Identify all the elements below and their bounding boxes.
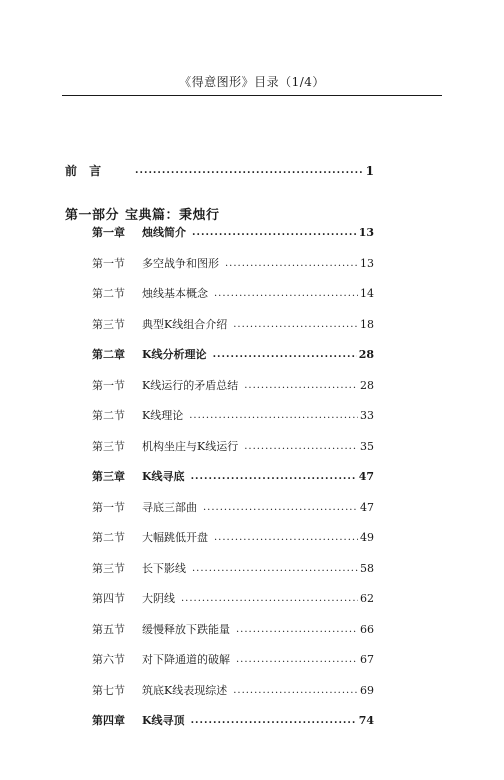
toc-section-number: 第二节	[92, 287, 125, 300]
toc-section-number: 第三节	[92, 562, 125, 575]
toc-entry-title: K线运行的矛盾总结	[142, 379, 239, 392]
toc-page-number: 28	[358, 348, 374, 361]
toc-section-entry[interactable]	[92, 438, 374, 454]
part-title: 宝典篇：秉烛行	[125, 208, 220, 223]
toc-page-number: 47	[360, 501, 374, 514]
toc-page-number: 74	[358, 714, 374, 727]
toc-leader	[233, 684, 358, 698]
toc-section-number: 第三节	[92, 440, 125, 453]
toc-page-number: 1	[365, 164, 374, 178]
toc-section-entry[interactable]	[92, 682, 374, 698]
toc-leader	[181, 592, 358, 606]
toc-entry-title: K线分析理论	[142, 348, 207, 361]
toc-page-number: 49	[360, 531, 374, 544]
toc-section-number: 第六节	[92, 653, 125, 666]
toc-entry-title: 长下影线	[142, 562, 186, 575]
toc-entry-title: 寻底三部曲	[142, 501, 197, 514]
toc-chapter-entry[interactable]	[92, 224, 374, 240]
toc-page-number: 13	[360, 257, 374, 270]
toc-chapter-entry[interactable]	[92, 712, 374, 728]
toc-section-number: 第二章	[92, 348, 125, 361]
toc-page-number: 47	[358, 470, 374, 483]
toc-entry-preface[interactable]	[65, 162, 374, 178]
toc-section-entry[interactable]	[92, 621, 374, 637]
toc-page-number: 69	[360, 684, 374, 697]
toc-section-number: 第一章	[92, 226, 125, 239]
toc-section-number: 第四节	[92, 592, 125, 605]
toc-leader	[233, 318, 358, 332]
toc-section-entry[interactable]	[92, 499, 374, 515]
part-heading	[65, 204, 220, 223]
toc-section-number: 第二节	[92, 531, 125, 544]
running-head: 《得意图形》目录（1/4）	[179, 75, 325, 89]
toc-section-number: 第七节	[92, 684, 125, 697]
toc-entry-title: K线寻底	[142, 470, 185, 483]
header-rule	[62, 95, 442, 96]
toc-leader	[191, 714, 357, 728]
toc-preface-label: 前 言	[65, 164, 106, 178]
toc-leader	[203, 501, 358, 515]
toc-leader	[192, 562, 358, 576]
toc-leader	[192, 226, 357, 240]
toc-section-entry[interactable]	[92, 651, 374, 667]
toc-section-number: 第三章	[92, 470, 125, 483]
toc-page-number: 67	[360, 653, 374, 666]
toc-leader	[236, 623, 358, 637]
toc-section-number: 第五节	[92, 623, 125, 636]
toc-leader	[244, 440, 358, 454]
toc-leader	[225, 257, 358, 271]
toc-entry-title: 缓慢释放下跌能量	[142, 623, 230, 636]
toc-chapter-entry[interactable]	[92, 468, 374, 484]
toc-section-number: 第一节	[92, 379, 125, 392]
toc-leader	[214, 287, 358, 301]
toc-leader	[191, 470, 357, 484]
toc-entry-title: 机构坐庄与K线运行	[142, 440, 239, 453]
toc-section-entry[interactable]	[92, 255, 374, 271]
toc-page-number: 58	[360, 562, 374, 575]
toc-entry-title: 多空战争和图形	[142, 257, 219, 270]
toc-section-entry[interactable]	[92, 285, 374, 301]
toc-page-number: 33	[360, 409, 374, 422]
toc-entry-title: 大阴线	[142, 592, 175, 605]
toc-section-number: 第一节	[92, 501, 125, 514]
toc-page-number: 14	[360, 287, 374, 300]
toc-page-number: 28	[360, 379, 374, 392]
toc-entry-title: 烛线基本概念	[142, 287, 208, 300]
toc-chapter-entry[interactable]	[92, 346, 374, 362]
toc-leader	[135, 164, 364, 178]
toc-section-entry[interactable]	[92, 316, 374, 332]
toc-section-entry[interactable]	[92, 407, 374, 423]
toc-section-entry[interactable]	[92, 377, 374, 393]
toc-entry-title: K线理论	[142, 409, 184, 422]
toc-section-entry[interactable]	[92, 590, 374, 606]
toc-leader	[189, 409, 358, 423]
toc-section-entry[interactable]	[92, 560, 374, 576]
toc-entry-title: 对下降通道的破解	[142, 653, 230, 666]
toc-entry-title: 大幅跳低开盘	[142, 531, 208, 544]
toc-leader	[213, 348, 357, 362]
toc-page-number: 13	[358, 226, 374, 239]
toc-page-number: 35	[360, 440, 374, 453]
toc-section-entry[interactable]	[92, 529, 374, 545]
toc-entry-title: 筑底K线表现综述	[142, 684, 228, 697]
toc-leader	[214, 531, 358, 545]
toc-section-number: 第四章	[92, 714, 125, 727]
toc-page-number: 66	[360, 623, 374, 636]
toc-entry-title: 典型K线组合介绍	[142, 318, 228, 331]
toc-section-number: 第二节	[92, 409, 125, 422]
part-label: 第一部分	[65, 208, 120, 223]
toc-page-number: 62	[360, 592, 374, 605]
toc-page-number: 18	[360, 318, 374, 331]
toc-section-number: 第一节	[92, 257, 125, 270]
toc-section-number: 第三节	[92, 318, 125, 331]
toc-entry-title: 烛线简介	[142, 226, 186, 239]
toc-leader	[236, 653, 358, 667]
toc-entry-title: K线寻顶	[142, 714, 185, 727]
toc-leader	[244, 379, 358, 393]
